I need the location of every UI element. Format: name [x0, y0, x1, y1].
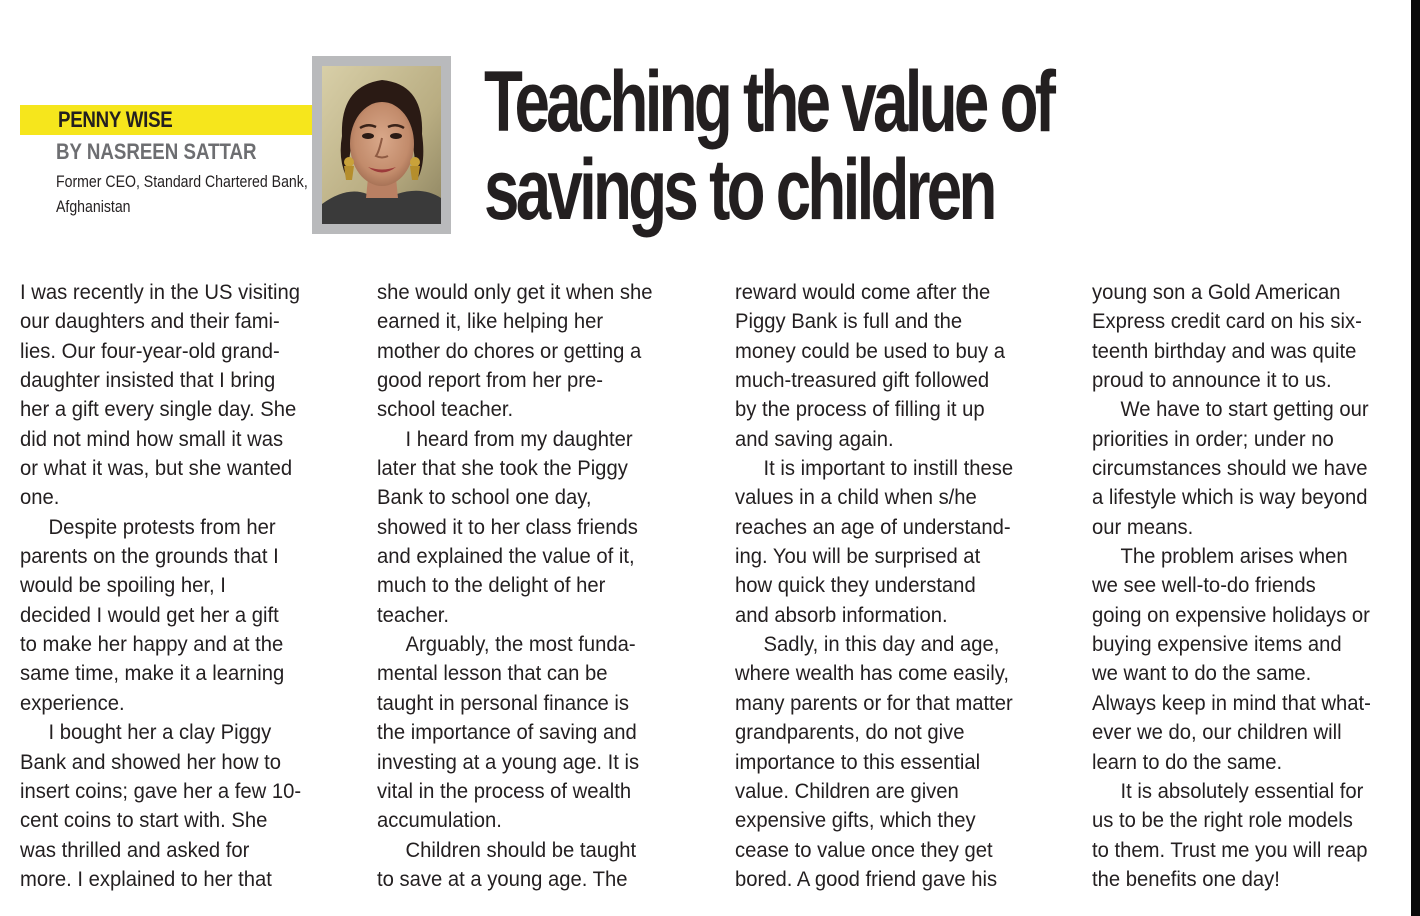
body-text-line: buying expensive items and [1092, 632, 1342, 657]
body-text-line: values in a child when s/he [735, 485, 977, 510]
body-text-line: Piggy Bank is full and the [735, 309, 963, 334]
article-column [377, 278, 717, 894]
body-text-line: ever we do, our children will [1092, 720, 1342, 745]
body-text-line: grandparents, do not give [735, 720, 965, 745]
body-text-line: same time, make it a learning [20, 661, 285, 686]
body-text-line: proud to announce it to us. [1092, 368, 1332, 393]
headline-line: Teaching the value of [484, 54, 1053, 150]
body-text-line: the benefits one day! [1092, 866, 1280, 891]
author-credit [56, 169, 308, 219]
body-text-line: our daughters and their fami- [20, 309, 280, 334]
body-text-line: to them. Trust me you will reap [1092, 837, 1368, 862]
body-text-line: good report from her pre- [377, 368, 604, 393]
article-column [1092, 278, 1420, 894]
body-text-line: or what it was, but she wanted [20, 456, 293, 481]
body-text-line: investing at a young age. It is [377, 749, 640, 774]
body-text-line: It is important to instill these [763, 456, 1014, 481]
body-text-line: learn to do the same. [1092, 749, 1283, 774]
body-text-line: by the process of filling it up [735, 397, 985, 422]
body-text-line: many parents or for that matter [735, 690, 1013, 715]
body-text-line: and explained the value of it, [377, 544, 635, 569]
body-text-line: later that she took the Piggy [377, 456, 628, 481]
author-photo-frame [312, 56, 451, 234]
body-text-line: young son a Gold American [1092, 280, 1341, 304]
body-text-line: It is absolutely essential for [1120, 778, 1364, 803]
body-text-line: expensive gifts, which they [735, 808, 976, 833]
author-byline: BY NASREEN SATTAR [56, 139, 257, 164]
body-text-line: accumulation. [377, 808, 502, 833]
body-text-line: much-treasured gift followed [735, 368, 990, 393]
body-text-line: she would only get it when she [377, 280, 653, 304]
body-text-line: teacher. [377, 602, 449, 627]
body-text-line: would be spoiling her, I [20, 573, 226, 598]
body-text-line: reaches an age of understand- [735, 514, 1011, 539]
body-text-line: teenth birthday and was quite [1092, 338, 1357, 363]
body-text-line: was thrilled and asked for [20, 837, 250, 862]
body-text-line: Sadly, in this day and age, [763, 632, 1000, 657]
body-text-line: circumstances should we have [1092, 456, 1368, 481]
body-text-line: much to the delight of her [377, 573, 606, 598]
article-column [20, 278, 360, 894]
body-text-line: her a gift every single day. She [20, 397, 297, 422]
body-text-line: going on expensive holidays or [1092, 602, 1370, 627]
body-text-line: we want to do the same. [1092, 661, 1312, 686]
body-text-line: money could be used to buy a [735, 338, 1005, 363]
body-text-line: one. [20, 485, 60, 510]
body-text-line: and absorb information. [735, 602, 948, 627]
body-text-line: I bought her a clay Piggy [48, 720, 272, 745]
body-text-line: importance to this essential [735, 749, 981, 774]
body-text-line: earned it, like helping her [377, 309, 604, 334]
body-text-line: value. Children are given [735, 778, 959, 803]
body-text-line: taught in personal finance is [377, 690, 629, 715]
body-text-line: more. I explained to her that [20, 866, 272, 891]
body-text-line: mental lesson that can be [377, 661, 608, 686]
body-text-line: cease to value once they get [735, 837, 993, 862]
body-text-line: priorities in order; under no [1092, 426, 1334, 451]
column-kicker: PENNY WISE [58, 107, 173, 132]
body-text-line: Children should be taught [405, 837, 637, 862]
body-text-line: I was recently in the US visiting [20, 280, 300, 304]
author-photo [322, 66, 441, 224]
body-text-line: mother do chores or getting a [377, 338, 642, 363]
body-text-line: we see well-to-do friends [1092, 573, 1316, 598]
body-text-line: Express credit card on his six- [1092, 309, 1362, 334]
body-text-line: to make her happy and at the [20, 632, 284, 657]
body-text-line: school teacher. [377, 397, 514, 422]
body-text-line: to save at a young age. The [377, 866, 628, 891]
body-text-line: The problem arises when [1120, 544, 1348, 569]
headline [484, 54, 1053, 238]
body-text-line: experience. [20, 690, 125, 715]
article-column [735, 278, 1075, 894]
body-text-line: the importance of saving and [377, 720, 637, 745]
author-credit-line: Former CEO, Standard Chartered Bank, [56, 172, 308, 191]
body-text-line: insert coins; gave her a few 10- [20, 778, 302, 803]
body-text-line: Arguably, the most funda- [405, 632, 636, 657]
body-text-line: Always keep in mind that what- [1092, 690, 1371, 715]
body-text-line: Bank and showed her how to [20, 749, 281, 774]
headline-line: savings to children [484, 142, 994, 238]
body-text-line: Bank to school one day, [377, 485, 592, 510]
body-text-line: a lifestyle which is way beyond [1092, 485, 1368, 510]
body-text-line: We have to start getting our [1120, 397, 1369, 422]
body-text-line: showed it to her class friends [377, 514, 638, 539]
body-text-line: decided I would get her a gift [20, 602, 279, 627]
body-text-line: parents on the grounds that I [20, 544, 279, 569]
body-text-line: lies. Our four-year-old grand- [20, 338, 280, 363]
body-text-line: daughter insisted that I bring [20, 368, 276, 393]
body-text-line: I heard from my daughter [405, 426, 633, 451]
body-text-line: Despite protests from her [48, 514, 276, 539]
body-text-line: our means. [1092, 514, 1194, 539]
body-text-line: and saving again. [735, 426, 894, 451]
body-text-line: ing. You will be surprised at [735, 544, 981, 569]
body-text-line: bored. A good friend gave his [735, 866, 998, 891]
body-text-line: reward would come after the [735, 280, 991, 304]
body-text-line: cent coins to start with. She [20, 808, 268, 833]
body-text-line: vital in the process of wealth [377, 778, 632, 803]
author-credit-line: Afghanistan [56, 197, 131, 216]
body-text-line: how quick they understand [735, 573, 976, 598]
body-text-line: where wealth has come easily, [735, 661, 1010, 686]
body-text-line: did not mind how small it was [20, 426, 284, 451]
body-text-line: us to be the right role models [1092, 808, 1353, 833]
